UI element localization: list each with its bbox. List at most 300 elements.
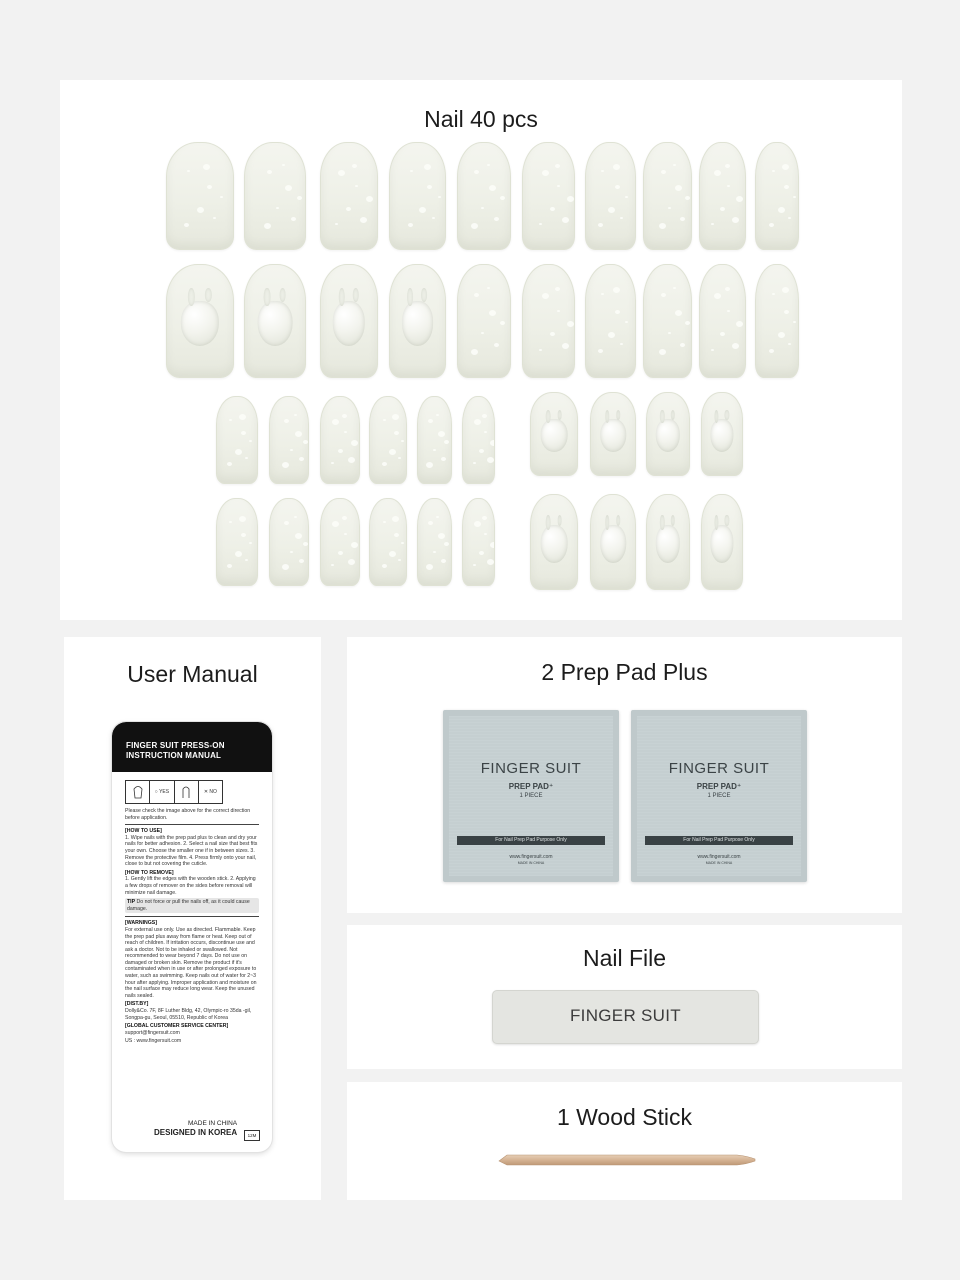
white-speckle [736, 196, 743, 202]
white-speckle [241, 533, 246, 537]
white-speckle [555, 287, 560, 291]
press-on-nail [320, 396, 360, 484]
white-speckle [490, 542, 495, 548]
white-speckle [432, 217, 435, 219]
white-speckle [295, 533, 302, 539]
white-speckle [675, 310, 682, 316]
card-header-line2: INSTRUCTION MANUAL [126, 751, 222, 760]
heart-charm-icon [656, 525, 680, 563]
press-on-nail [646, 494, 690, 590]
how-to-remove-text: 1. Gently lift the edges with the wooden stick. 2. Applying a few drops of remover on the sides before removal will minimize nail damage. [125, 876, 256, 896]
white-speckle [474, 419, 481, 425]
white-speckle [714, 293, 721, 299]
white-speckle [788, 217, 791, 219]
white-speckle [438, 533, 445, 539]
white-speckle [285, 185, 292, 191]
white-speckle [346, 207, 351, 211]
white-speckle [392, 414, 399, 420]
white-speckle [426, 564, 433, 570]
warnings-title: [WARNINGS] [125, 920, 157, 927]
press-on-nail [216, 396, 258, 484]
white-speckle [725, 164, 730, 168]
pad-name: PREP PAD⁺ [696, 782, 742, 791]
white-speckle [229, 419, 232, 421]
white-speckle [484, 431, 487, 433]
white-speckle [187, 170, 190, 172]
white-speckle [557, 185, 560, 187]
white-speckle [784, 185, 789, 189]
white-speckle [555, 164, 560, 168]
white-speckle [331, 564, 334, 566]
service-email: support@fingersuit.com [125, 1029, 180, 1036]
us-site: US : www.fingersuit.com [125, 1038, 182, 1045]
white-speckle [778, 207, 785, 213]
white-speckle [290, 551, 293, 553]
white-speckle [249, 440, 252, 442]
white-speckle [299, 559, 304, 563]
white-speckle [184, 223, 189, 227]
white-speckle [711, 349, 714, 351]
white-speckle [769, 223, 774, 227]
white-speckle [282, 462, 289, 468]
press-on-nail [701, 392, 743, 476]
card-header [112, 722, 272, 772]
white-speckle [383, 419, 386, 421]
white-speckle [489, 185, 496, 191]
white-speckle [481, 207, 484, 209]
press-on-nail [320, 498, 360, 586]
white-speckle [229, 521, 232, 523]
made-in-label: MADE IN CHINA [188, 1120, 238, 1127]
white-speckle [410, 170, 413, 172]
white-speckle [342, 516, 347, 520]
white-speckle [539, 223, 542, 225]
white-speckle [500, 196, 505, 200]
white-speckle [615, 310, 620, 314]
white-speckle [675, 185, 682, 191]
nail-file [492, 990, 759, 1044]
pad-brand: FINGER SUIT [668, 760, 770, 777]
white-speckle [441, 457, 446, 461]
white-speckle [351, 440, 358, 446]
white-speckle [608, 332, 615, 338]
white-speckle [382, 462, 387, 466]
press-on-nail [522, 264, 575, 378]
white-speckle [769, 349, 774, 353]
press-on-nail [244, 142, 306, 250]
press-on-nail [590, 392, 636, 476]
white-speckle [436, 516, 439, 518]
white-speckle [601, 293, 604, 295]
white-speckle [331, 462, 334, 464]
press-on-nail [389, 264, 446, 378]
white-speckle [235, 551, 242, 557]
white-speckle [267, 170, 272, 174]
white-speckle [249, 542, 252, 544]
white-speckle [220, 196, 223, 198]
white-speckle [567, 196, 574, 202]
white-speckle [736, 321, 743, 327]
white-speckle [562, 217, 569, 223]
white-speckle [428, 521, 433, 525]
pad-purpose-bar: For Nail Prep Pad Purpose Only [457, 836, 605, 845]
white-speckle [500, 321, 505, 325]
heart-charm-icon [710, 419, 733, 452]
press-on-nail [166, 264, 234, 378]
heart-charm-icon [541, 419, 568, 452]
white-speckle [793, 321, 796, 323]
pad-pieces: 1 PIECE [707, 793, 731, 799]
press-on-nail [530, 392, 578, 476]
heart-charm-icon [656, 419, 680, 452]
white-speckle [474, 170, 479, 174]
white-speckle [659, 349, 666, 355]
prep-pad-title: 2 Prep Pad Plus [541, 659, 708, 685]
white-speckle [680, 343, 685, 347]
white-speckle [732, 343, 739, 349]
press-on-nail [244, 264, 306, 378]
white-speckle [620, 343, 623, 345]
white-speckle [673, 287, 676, 289]
white-speckle [213, 217, 216, 219]
white-speckle [725, 287, 730, 291]
white-speckle [473, 462, 476, 464]
white-speckle [203, 164, 210, 170]
white-speckle [382, 564, 387, 568]
white-speckle [490, 440, 495, 446]
white-speckle [567, 321, 574, 327]
white-speckle [444, 440, 449, 444]
card-header-line1: FINGER SUIT PRESS-ON [126, 741, 225, 750]
press-on-nail [643, 264, 692, 378]
white-speckle [332, 419, 339, 425]
white-speckle [711, 223, 714, 225]
white-speckle [366, 196, 373, 202]
pad-made: MADE IN CHINA [705, 861, 733, 865]
yes-option: ○ YES [150, 781, 174, 803]
press-on-nail [389, 142, 446, 250]
white-speckle [438, 196, 441, 198]
white-speckle [487, 457, 494, 463]
white-speckle [788, 343, 791, 345]
tip-text: Do not force or pull the nails off, as it could cause damage. [127, 899, 250, 912]
white-speckle [235, 449, 242, 455]
no-option: ✕ NO [203, 788, 217, 795]
white-speckle [299, 457, 304, 461]
white-speckle [276, 207, 279, 209]
prep-pad-panel [347, 637, 902, 913]
pad-url: www.fingersuit.com [509, 854, 553, 860]
white-speckle [772, 293, 775, 295]
white-speckle [685, 321, 690, 325]
white-speckle [782, 164, 789, 170]
white-speckle [481, 332, 484, 334]
white-speckle [401, 440, 404, 442]
heart-charm-icon [710, 525, 733, 563]
press-on-nail [755, 142, 799, 250]
white-speckle [401, 542, 404, 544]
pad-purpose-bar: For Nail Prep Pad Purpose Only [645, 836, 793, 845]
white-speckle [673, 164, 676, 166]
white-speckle [784, 310, 789, 314]
white-speckle [344, 533, 347, 535]
white-speckle [732, 217, 739, 223]
tip-label: TIP [127, 899, 136, 906]
white-speckle [720, 332, 725, 336]
press-on-nail [701, 494, 743, 590]
white-speckle [245, 457, 248, 459]
white-speckle [291, 217, 296, 221]
white-speckle [389, 449, 396, 455]
white-speckle [227, 462, 232, 466]
white-speckle [772, 170, 775, 172]
white-speckle [428, 419, 433, 423]
white-speckle [338, 170, 345, 176]
press-on-nail [643, 142, 692, 250]
press-on-nail [369, 396, 407, 484]
white-speckle [550, 207, 555, 211]
white-speckle [284, 419, 289, 423]
white-speckle [335, 223, 338, 225]
nail-file-panel [347, 925, 902, 1069]
wood-stick-icon [497, 1152, 757, 1168]
prep-pad-packet [631, 710, 807, 882]
white-speckle [727, 185, 730, 187]
white-speckle [352, 164, 357, 168]
white-speckle [197, 207, 204, 213]
nails-title: Nail 40 pcs [424, 106, 538, 132]
white-speckle [562, 343, 569, 349]
white-speckle [348, 457, 355, 463]
white-speckle [408, 223, 413, 227]
press-on-nail [530, 494, 578, 590]
white-speckle [297, 196, 302, 200]
white-speckle [782, 287, 789, 293]
press-on-nail [417, 396, 452, 484]
white-speckle [398, 457, 401, 459]
pad-url: www.fingersuit.com [697, 854, 741, 860]
white-speckle [793, 196, 796, 198]
service-title: [GLOBAL CUSTOMER SERVICE CENTER] [125, 1023, 229, 1030]
nails-panel [60, 80, 902, 620]
press-on-nail [320, 264, 378, 378]
white-speckle [494, 343, 499, 347]
white-speckle [427, 185, 432, 189]
white-speckle [294, 414, 297, 416]
pad-made: MADE IN CHINA [517, 861, 545, 865]
white-speckle [557, 310, 560, 312]
white-speckle [355, 185, 358, 187]
white-speckle [389, 551, 396, 557]
white-speckle [419, 207, 426, 213]
white-speckle [433, 449, 436, 451]
wood-stick-title: 1 Wood Stick [556, 1104, 693, 1130]
white-speckle [479, 449, 484, 453]
press-on-nail [417, 498, 452, 586]
warnings-text: For external use only. Use as directed. Flammable. Keep the prep pad plus away from flame or heat. Keep out of reach of children. If irritation occurs, discontinue use and ask a doctor. Not to be inhaled or swallowed. Not recommended to wear beyond 7 days. Do not use on damaged or broken skin. Remove the product if it's contaminated when in use or after prolonged exposure to water, such as swimming. Keep nails out of water for 2~3 hour after applying. Improper application and moisture on the nail surface may reduce long wear. Keep the unused nails sealed. [125, 926, 257, 999]
yes-label: YES [159, 788, 170, 795]
white-speckle [433, 551, 436, 553]
check-text: Please check the image above for the correct direction before application. [125, 808, 251, 821]
white-speckle [303, 440, 308, 444]
white-speckle [778, 332, 785, 338]
white-speckle [436, 414, 439, 416]
white-speckle [720, 207, 725, 211]
white-speckle [282, 164, 285, 166]
white-speckle [484, 533, 487, 535]
white-speckle [332, 521, 339, 527]
press-on-nail [522, 142, 575, 250]
white-speckle [625, 321, 628, 323]
white-speckle [398, 559, 401, 561]
white-speckle [482, 516, 487, 520]
white-speckle [342, 414, 347, 418]
white-speckle [471, 223, 478, 229]
white-speckle [284, 521, 289, 525]
white-speckle [668, 207, 671, 209]
white-speckle [444, 542, 449, 546]
white-speckle [539, 349, 542, 351]
white-speckle [303, 542, 308, 546]
press-on-nail [699, 142, 746, 250]
how-to-use-text: 1. Wipe nails with the prep pad plus to clean and dry your nails for better adhesion. 2. Select a nail size that best fits your own. Choose the smaller one if in between sizes. 3. Remove the protective film. 4. Press firmly onto your nail, close to but not covering the cuticle. [125, 834, 258, 868]
white-speckle [351, 542, 358, 548]
white-speckle [227, 564, 232, 568]
white-speckle [441, 559, 446, 563]
heart-charm-icon [181, 301, 219, 346]
white-speckle [494, 217, 499, 221]
card-body [125, 780, 259, 1045]
press-on-nail [216, 498, 258, 586]
white-speckle [479, 551, 484, 555]
white-speckle [659, 223, 666, 229]
white-speckle [668, 332, 671, 334]
press-on-nail [166, 142, 234, 250]
origin-block [154, 1119, 237, 1137]
press-on-nail [269, 498, 309, 586]
pad-name: PREP PAD⁺ [508, 782, 554, 791]
white-speckle [471, 349, 478, 355]
press-on-nail [646, 392, 690, 476]
white-speckle [608, 207, 615, 213]
white-speckle [426, 462, 433, 468]
white-speckle [625, 196, 628, 198]
how-to-remove-title: [HOW TO REMOVE] [125, 869, 174, 876]
white-speckle [344, 431, 347, 433]
white-speckle [489, 310, 496, 316]
instruction-card [112, 722, 272, 1152]
white-speckle [338, 551, 343, 555]
white-speckle [245, 559, 248, 561]
heart-charm-icon [333, 301, 365, 346]
white-speckle [438, 431, 445, 437]
user-manual-title: User Manual [127, 661, 258, 687]
white-speckle [290, 449, 293, 451]
press-on-nail [585, 264, 636, 378]
dist-title: [DIST.BY] [125, 1001, 149, 1008]
press-on-nail [320, 142, 378, 250]
white-speckle [714, 170, 721, 176]
white-speckle [473, 564, 476, 566]
white-speckle [294, 516, 297, 518]
yes-no-diagram [125, 780, 223, 804]
white-speckle [360, 217, 367, 223]
press-on-nail [462, 498, 495, 586]
white-speckle [613, 287, 620, 293]
white-speckle [338, 449, 343, 453]
white-speckle [474, 521, 481, 527]
white-speckle [394, 533, 399, 537]
white-speckle [542, 293, 549, 299]
white-speckle [615, 185, 620, 189]
white-speckle [207, 185, 212, 189]
press-on-nail [269, 396, 309, 484]
pad-pieces: 1 PIECE [519, 793, 543, 799]
white-speckle [394, 431, 399, 435]
pao-badge: 12M [244, 1130, 260, 1141]
press-on-nail [755, 264, 799, 378]
white-speckle [241, 431, 246, 435]
nail-file-title: Nail File [582, 945, 667, 971]
white-speckle [474, 293, 479, 297]
white-speckle [685, 196, 690, 200]
press-on-nail [585, 142, 636, 250]
finger-outline-icon [175, 781, 199, 803]
white-speckle [598, 223, 603, 227]
white-speckle [482, 414, 487, 418]
wood-stick-panel [347, 1082, 902, 1200]
press-on-nail [369, 498, 407, 586]
white-speckle [680, 217, 685, 221]
white-speckle [392, 516, 399, 522]
user-manual-panel [64, 637, 321, 1200]
designed-in-label: DESIGNED IN KOREA [154, 1128, 238, 1137]
press-on-nail [590, 494, 636, 590]
no-label: NO [209, 788, 217, 795]
white-speckle [550, 332, 555, 336]
white-speckle [598, 349, 603, 353]
press-on-nail [462, 396, 495, 484]
dist-text: Dolly&Co. 7F, 8F Luther Bldg, 42, Olympic-ro 35da -gil, Songpa-gu, Seoul, 05510, Republic of Korea [125, 1008, 252, 1021]
press-on-nail [457, 142, 511, 250]
white-speckle [487, 559, 494, 565]
heart-charm-icon [541, 525, 568, 563]
press-on-nail [699, 264, 746, 378]
white-speckle [383, 521, 386, 523]
white-speckle [601, 170, 604, 172]
white-speckle [282, 564, 289, 570]
tip-box [125, 898, 259, 913]
how-to-use-title: [HOW TO USE] [125, 828, 162, 835]
white-speckle [661, 293, 666, 297]
white-speckle [239, 516, 246, 522]
white-speckle [487, 164, 490, 166]
nail-outline-icon [126, 781, 150, 803]
press-on-nail [457, 264, 511, 378]
white-speckle [542, 170, 549, 176]
nail-file-brand: FINGER SUIT [570, 1006, 681, 1025]
white-speckle [295, 431, 302, 437]
white-speckle [487, 287, 490, 289]
prep-pad-packet [443, 710, 619, 882]
heart-charm-icon [402, 301, 434, 346]
white-speckle [239, 414, 246, 420]
white-speckle [424, 164, 431, 170]
pad-brand: FINGER SUIT [480, 760, 582, 777]
white-speckle [613, 164, 620, 170]
white-speckle [264, 223, 271, 229]
heart-charm-icon [258, 301, 293, 346]
